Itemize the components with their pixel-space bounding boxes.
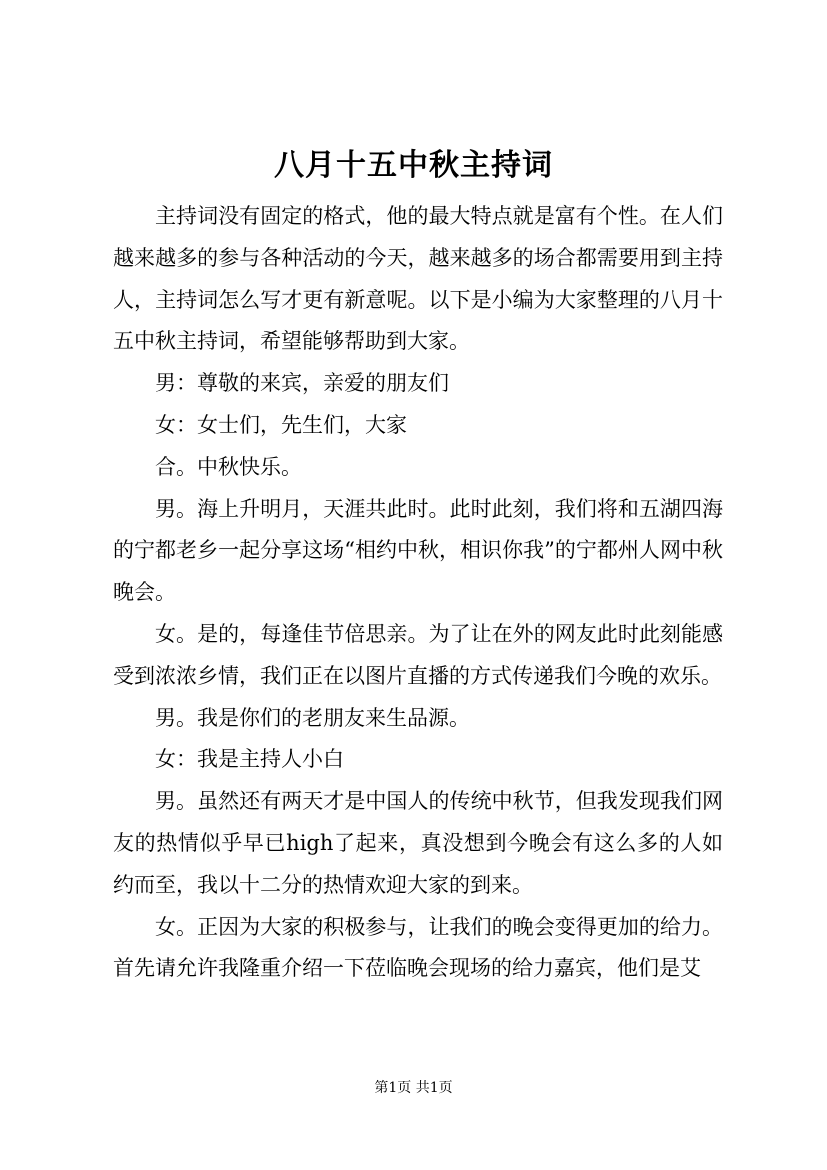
paragraph-line: 合。中秋快乐。 (155, 454, 302, 479)
paragraph-intro: 主持词没有固定的格式，他的最大特点就是富有个性。在人们越来越多的参与各种活动的今天，越来越多的场合都需要用到主持人，主持词怎么写才更有新意呢。以下是小编为大家整理的八月十五中秋主持词，希望能够帮助到大家。 (113, 204, 723, 354)
document-title: 八月十五中秋主持词 (274, 148, 553, 183)
paragraph-line: 女：我是主持人小白 (155, 747, 344, 772)
page-footer: 第1页 共1页 (374, 1080, 453, 1096)
paragraph-line: 男。虽然还有两天才是中国人的传统中秋节，但我发现我们网友的热情似乎早已high了起来，真没想到今晚会有这么多的人如约而至，我以十二分的热情欢迎大家的到来。 (113, 789, 723, 897)
paragraph-line: 男。海上升明月，天涯共此时。此时此刻，我们将和五湖四海的宁都老乡一起分享这场“相约中秋，相识你我”的宁都州人网中秋晚会。 (113, 496, 723, 605)
document-body (113, 196, 723, 990)
paragraph-line: 女：女士们，先生们，大家 (155, 412, 407, 437)
paragraph-line: 男：尊敬的来宾，亲爱的朋友们 (155, 371, 449, 396)
paragraph-line: 女。是的，每逢佳节倍思亲。为了让在外的网友此时此刻能感受到浓浓乡情，我们正在以图片直播的方式传递我们今晚的欢乐。 (113, 621, 723, 688)
paragraph-line: 女。正因为大家的积极参与，让我们的晚会变得更加的给力。首先请允许我隆重介绍一下莅临晚会现场的给力嘉宾，他们是艾 (113, 914, 723, 981)
paragraph-line: 男。我是你们的老朋友来生品源。 (155, 705, 470, 730)
